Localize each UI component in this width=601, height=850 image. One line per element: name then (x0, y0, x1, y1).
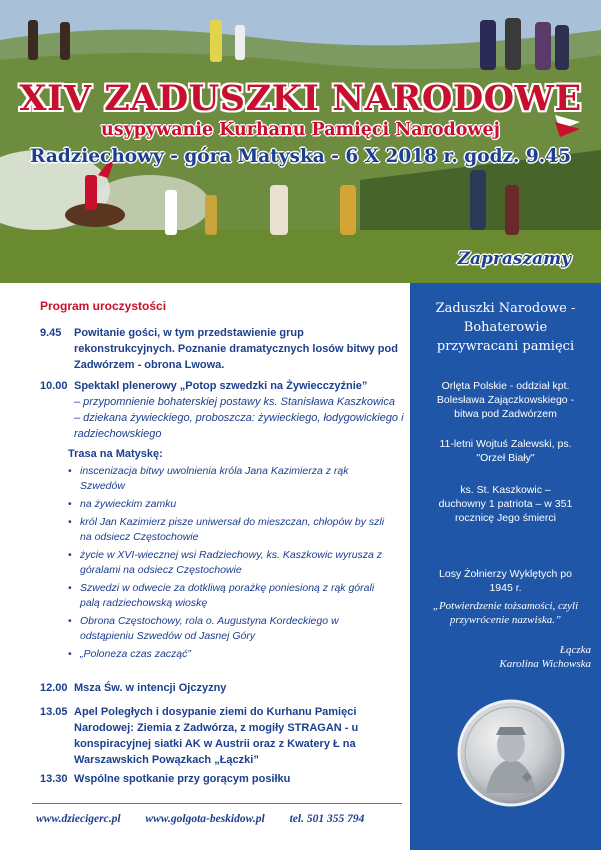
website-link-2[interactable]: www.golgota-beskidow.pl (145, 813, 265, 825)
entry-text: Spektakl plenerowy „Potop szwedzki na Żywiecczyźnie” (74, 380, 368, 392)
reenactment-photo (0, 0, 601, 283)
route-item: • na żywieckim zamku (68, 497, 388, 512)
phone-number: tel. 501 355 794 (289, 813, 365, 825)
route-list (68, 464, 388, 665)
entry-text: Wspólne spotkanie przy gorącym posiłku (74, 773, 291, 785)
entry-text: Apel Poległych i dosypanie ziemi do Kurhanu Pamięci Narodowej: Ziemia z Zadwórza, z mogiły STRAGAN - u konspiracyjnej siatki AK w Austrii oraz z Kwatery Ł na Warszawskich Powązkach „Łączki” (74, 706, 359, 766)
sidebar-text-kaszkowic: ks. St. Kaszkowic – duchowny 1 patriota – w 351 rocznicę Jego śmierci (438, 484, 573, 524)
entry-time: 12.00 (40, 682, 68, 694)
entry-time: 13.05 (40, 706, 68, 718)
poster-subtitle: usypywanie Kurhanu Pamięci Narodowej (101, 120, 500, 140)
invitation-text: Zapraszamy (457, 249, 571, 269)
sidebar-text-orleta: Orlęta Polskie - oddział kpt. Bolesława Zajączkowskiego - bitwa pod Zadwórzem (436, 380, 575, 420)
route-item: • Obrona Częstochowy, rola o. Augustyna Kordeckiego w odstąpieniu Szwedów od Jasnej Góry (68, 614, 388, 644)
footer-contacts (36, 813, 386, 825)
entry-text: Powitanie gości, w tym przedstawienie grup rekonstrukcyjnych. Poznanie dramatycznych losów bitwy pod Zadwórzem - obrona Lwowa. (74, 327, 398, 371)
commemorative-coin-image (456, 693, 566, 813)
entry-subtext: – przypomnienie bohaterskiej postawy ks. Stanisława Kaszkowica – dziekana żywieckiego, proboszcza: żywieckiego, łodygowickiego i radziechowskiego (74, 396, 404, 440)
entry-time: 13.30 (40, 773, 68, 785)
route-item: • „Poloneza czas zacząć” (68, 647, 388, 662)
sidebar-heroes (410, 283, 601, 850)
entry-text-wrap (74, 378, 404, 442)
sidebar-quote: „Potwierdzenie tożsamości, czyli przywrócenie nazwiska.” (432, 600, 579, 626)
event-date-location: Radziechowy - góra Matyska - 6 X 2018 r. godz. 9.45 (30, 146, 571, 167)
route-item: • Szwedzi w odwecie za dotkliwą porażkę poniesioną z rąk górali palą radziechowską wioskę (68, 581, 388, 611)
program-section (0, 283, 410, 850)
route-item: • inscenizacja bitwy uwolnienia króla Jana Kazimierza z rąk Szwedów (68, 464, 388, 494)
quote-author-line1: Łączka (559, 644, 591, 656)
quote-author-line2: Karolina Wichowska (499, 658, 591, 670)
route-title: Trasa na Matyskę: (68, 448, 163, 460)
poster-title: XIV ZADUSZKI NARODOWE (19, 78, 582, 119)
program-title: Program uroczystości (40, 299, 167, 313)
sidebar-text-wyklecii: Losy Żołnierzy Wyklętych po 1945 r. (439, 568, 572, 594)
sidebar-heading: Zaduszki Narodowe - Bohaterowie przywracani pamięci (435, 301, 576, 354)
entry-text: Msza Św. w intencji Ojczyzny (74, 682, 227, 694)
hero-photo-collage (0, 0, 601, 283)
entry-time: 10.00 (40, 380, 68, 392)
website-link-1[interactable]: www.dziecigerc.pl (36, 813, 121, 825)
entry-time: 9.45 (40, 327, 62, 339)
route-item: • życie w XVI-wiecznej wsi Radziechowy, ks. Kaszkowic wyrusza z góralami na odsiecz Częstochowie (68, 548, 388, 578)
sidebar-text-wojtus: 11-letni Wojtuś Zalewski, ps. "Orzeł Biały" (439, 438, 572, 464)
footer-divider (32, 803, 402, 804)
route-item: • król Jan Kazimierz pisze uniwersał do mieszczan, chłopów by szli na odsiecz Częstochowie (68, 515, 388, 545)
